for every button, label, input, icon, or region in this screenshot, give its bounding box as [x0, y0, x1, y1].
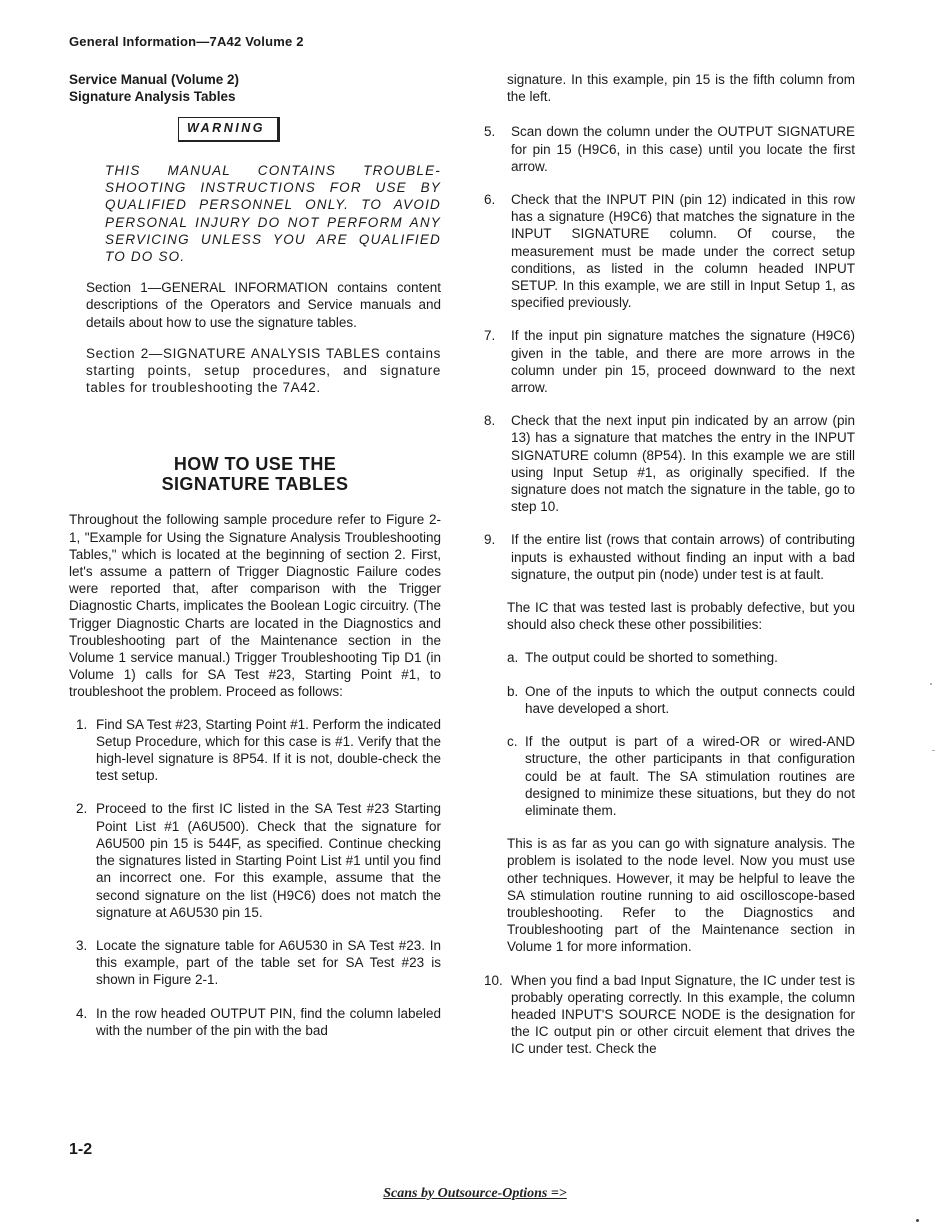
continuation-text: signature. In this example, pin 15 is the fifth column from the left.	[507, 72, 855, 105]
right-step-list-continued	[484, 972, 855, 1058]
step-text: In the row headed OUTPUT PIN, find the column labeled with the number of the pin with the bad	[96, 1005, 441, 1038]
scan-speck	[932, 750, 935, 751]
step-text: Scan down the column under the OUTPUT SIGNATURE for pin 15 (H9C6, in this case) until you locate the first arrow.	[511, 124, 855, 174]
step-text: If the entire list (rows that contain arrows) of contributing inputs is exhausted without finding an input with a bad signature, the output pin (node) under test is at fault.	[511, 532, 855, 582]
step-text: Proceed to the first IC listed in the SA Test #23 Starting Point List #1 (A6U500). Check that the signature for A6U500 pin 15 is 544F, as specified. Continue checking the signatures listed in Starting Point List #1 until you find an incorrect one. For this example, assume that the second signature on the list (H9C6) does not match the signature at A6U530 pin 15.	[96, 801, 441, 920]
closing-paragraph: This is as far as you can go with signature analysis. The problem is isolated to the node level. Now you must use other techniques. However, it may be helpful to leave the SA stimulation routine running to aid oscilloscope-based troubleshooting. Refer to the Diagnostics and Troubleshooting part of the Maintenance section in Volume 1 for more information.	[507, 836, 855, 955]
step-text: If the input pin signature matches the signature (H9C6) given in the table, and there are more arrows in the column under pin 15, proceed downward to the next arrow.	[511, 328, 855, 396]
step-number: 5.	[484, 124, 496, 140]
possibility-text: If the output is part of a wired-OR or wired-AND structure, the other participants in that configuration could be at fault. The SA stimulation routines are designed to minimize these situations, but they do not eliminate them.	[525, 734, 855, 818]
warning-text: THIS MANUAL CONTAINS TROUBLE-SHOOTING INSTRUCTIONS FOR USE BY QUALIFIED PERSONNEL ONLY. TO AVOID PERSONAL INJURY DO NOT PERFORM ANY SERVICING UNLESS YOU ARE QUALIFIED TO DO SO.	[105, 163, 441, 265]
step-number: 2.	[76, 801, 88, 817]
step-text: Locate the signature table for A6U530 in SA Test #23. In this example, part of the table set for SA Test #23 is shown in Figure 2-1.	[96, 937, 441, 988]
step-item	[69, 937, 441, 989]
heading-line-1: HOW TO USE THE	[173, 454, 337, 475]
step-text: Check that the next input pin indicated by an arrow (pin 13) has a signature that matches the entry in the INPUT SIGNATURE column (8P54). In this example we are still using Input Setup #1, as originally specified. If the signature does not match the signature in the table, go to step 10.	[511, 413, 855, 515]
section-title: Service Manual (Volume 2)	[69, 72, 240, 87]
possibility-letter: b.	[507, 683, 519, 699]
step-item	[484, 191, 855, 311]
heading-line-2: SIGNATURE TABLES	[161, 474, 349, 495]
step-item	[69, 716, 441, 785]
left-column	[69, 71, 441, 1055]
possibility-item-c	[507, 733, 855, 819]
step-number: 3.	[76, 937, 88, 953]
step-item	[484, 327, 855, 396]
step-item	[484, 412, 855, 515]
scan-credit-link[interactable]: Scans by Outsource-Options =>	[383, 1186, 567, 1201]
step-item	[484, 123, 855, 175]
possibility-text: The output could be shorted to something.	[525, 650, 778, 666]
how-to-use-heading	[69, 454, 441, 494]
intro-paragraph-section1: Section 1—GENERAL INFORMATION contains content descriptions of the Operators and Service manuals and details about how to use the signature tables.	[86, 280, 441, 330]
warning-box-wrapper	[99, 117, 359, 142]
step-text: Find SA Test #23, Starting Point #1. Perform the indicated Setup Procedure, which for this case is #1. Verify that the high-level signature is 8P54. If it is not, double-check the test setup.	[96, 716, 441, 784]
procedure-intro-paragraph: Throughout the following sample procedure refer to Figure 2-1, "Example for Using the Signature Analysis Troubleshooting Tables," which is located at the beginning of section 2. First, let's assume a pattern of Trigger Diagnostic Failure codes were reported that, after comparison with the Trigger Diagnostic Charts, implicates the Boolean Logic circuitry. (The Trigger Diagnostic Charts are located in the Diagnostics and Troubleshooting part of the Maintenance section in the Volume 1 service manual.) Trigger Troubleshooting Tip D1 (in Volume 1) calls for SA Test #23, Starting Point #1, to troubleshoot the problem. Proceed as follows:	[69, 512, 441, 700]
possibility-item-b	[507, 683, 855, 717]
intro-paragraph-section2: Section 2—SIGNATURE ANALYSIS TABLES contains starting points, setup procedures, and signature tables for troubleshooting the 7A42.	[86, 345, 441, 396]
right-step-list	[484, 123, 855, 583]
step-item	[69, 1005, 441, 1039]
step-item	[69, 800, 441, 920]
running-head: General Information—7A42 Volume 2	[69, 34, 304, 49]
possibility-item-a	[507, 649, 855, 666]
scan-speck	[916, 1219, 919, 1222]
step-number: 9.	[484, 532, 496, 548]
step-item	[484, 531, 855, 583]
step-number: 8.	[484, 413, 496, 429]
step9-followup-paragraph: The IC that was tested last is probably defective, but you should also check these other possibilities:	[507, 600, 855, 633]
step-text: Check that the INPUT PIN (pin 12) indicated in this row has a signature (H9C6) that matches the signature in the INPUT SIGNATURE column. Of course, the measurement must be made under the correct setup conditions, as listed in the column headed INPUT SETUP. In this example, we are still in Input Setup 1, as specified previously.	[511, 192, 855, 311]
step-text: When you find a bad Input Signature, the IC under test is probably operating correctly. In this example, the column headed INPUT'S SOURCE NODE is the designation for the IC output pin or other circuit element that drives the IC under test. Check the	[511, 972, 855, 1057]
possibility-text: One of the inputs to which the output connects could have developed a short.	[525, 683, 855, 716]
right-column	[484, 71, 855, 1074]
scan-speck	[930, 683, 932, 685]
step-number: 4.	[76, 1005, 88, 1021]
possibility-letter: c.	[507, 734, 518, 750]
warning-label: WARNING	[178, 117, 280, 142]
step-number: 10.	[484, 972, 503, 988]
possibility-letter: a.	[507, 650, 519, 666]
step-number: 7.	[484, 328, 496, 344]
step-number: 6.	[484, 192, 496, 208]
left-step-list	[69, 716, 441, 1039]
step-item	[484, 972, 855, 1058]
section-subtitle: Signature Analysis Tables	[69, 89, 236, 104]
page-number: 1-2	[69, 1141, 93, 1158]
step-number: 1.	[76, 716, 88, 732]
